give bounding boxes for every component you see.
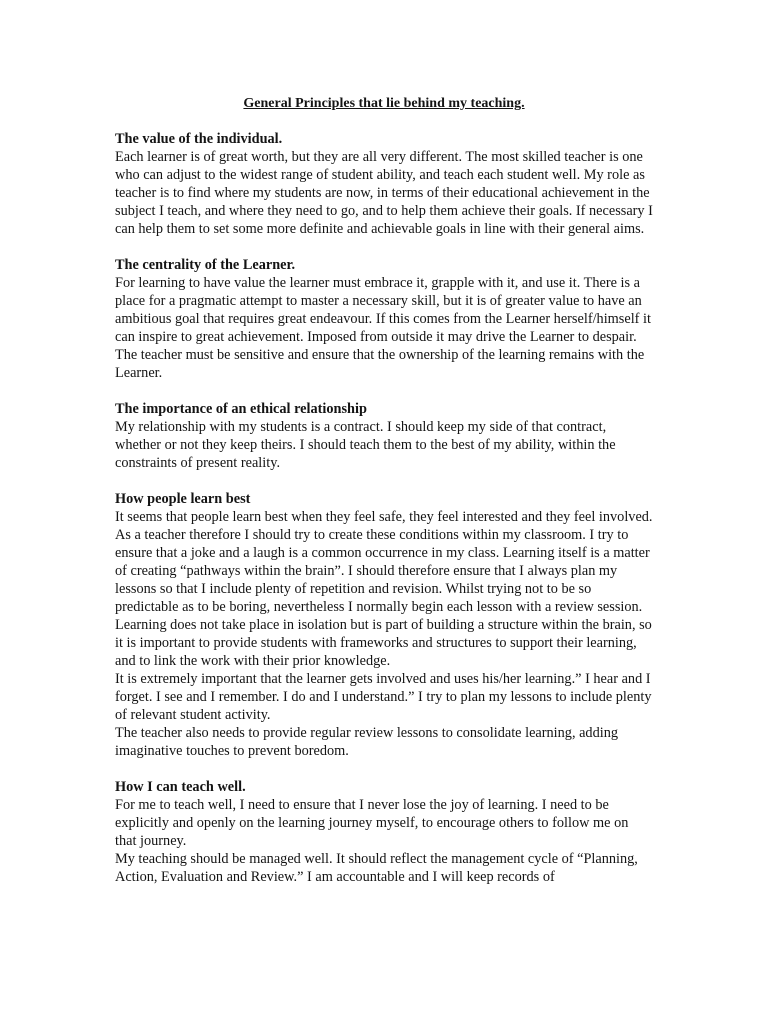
section-paragraph: The teacher also needs to provide regular review lessons to consolidate learning, adding imaginative touches to prevent boredom. [115,725,619,759]
section-paragraph: Each learner is of great worth, but they are all very different. The most skilled teacher is one who can adjust to the widest range of student ability, and teach each student well. My role as teacher is to find where my students are now, in terms of their educational achievement in the subject I teach, and where they need to go, and to help them achieve their goals. If necessary I can help them to set some more definite and achievable goals in line with their general aims. [115,149,653,237]
section-centrality-of-learner [115,256,653,382]
section-heading: How I can teach well. [115,779,246,795]
section-paragraph: It is extremely important that the learner gets involved and uses his/her learning.” I hear and I forget. I see and I remember. I do and I understand.” I try to plan my lessons to include plenty of relevant student activity. [115,671,652,723]
section-heading: The value of the individual. [115,131,283,147]
section-value-of-individual [115,130,653,238]
document-body [115,130,653,904]
section-heading: The centrality of the Learner. [115,257,296,273]
section-ethical-relationship [115,400,653,472]
section-paragraph: My teaching should be managed well. It should reflect the management cycle of “Planning, Action, Evaluation and Review.” I am accountable and I will keep records of [115,851,638,885]
section-paragraph: It seems that people learn best when they feel safe, they feel interested and they feel involved. As a teacher therefore I should try to create these conditions within my classroom. I try to ensure that a joke and a laugh is a common occurrence in my class. Learning itself is a matter of creating “pathways within the brain”. I should therefore ensure that I always plan my lessons so that I include plenty of repetition and revision. Whilst trying not to be so predictable as to be boring, nevertheless I normally begin each lesson with a review session. [115,509,653,615]
section-how-i-teach-well [115,778,653,886]
document-title: General Principles that lie behind my teaching. [243,96,525,111]
section-paragraph: For learning to have value the learner must embrace it, grapple with it, and use it. There is a place for a pragmatic attempt to master a necessary skill, but it is of greater value to have an ambitious goal that requires great endeavour. If this comes from the Learner herself/himself it can inspire to great achievement. Imposed from outside it may drive the Learner to despair. The teacher must be sensitive and ensure that the ownership of the learning remains with the Learner. [115,275,651,381]
section-how-people-learn [115,490,653,760]
section-heading: How people learn best [115,491,251,507]
section-paragraph: For me to teach well, I need to ensure that I never lose the joy of learning. I need to be explicitly and openly on the learning journey myself, to encourage others to follow me on that journey. [115,797,629,849]
section-paragraph: My relationship with my students is a contract. I should keep my side of that contract, whether or not they keep theirs. I should teach them to the best of my ability, within the constraints of present reality. [115,419,616,471]
section-heading: The importance of an ethical relationship [115,401,367,417]
section-paragraph: Learning does not take place in isolation but is part of building a structure within the brain, so it is important to provide students with frameworks and structures to support their learning, and to link the work with their prior knowledge. [115,617,652,669]
